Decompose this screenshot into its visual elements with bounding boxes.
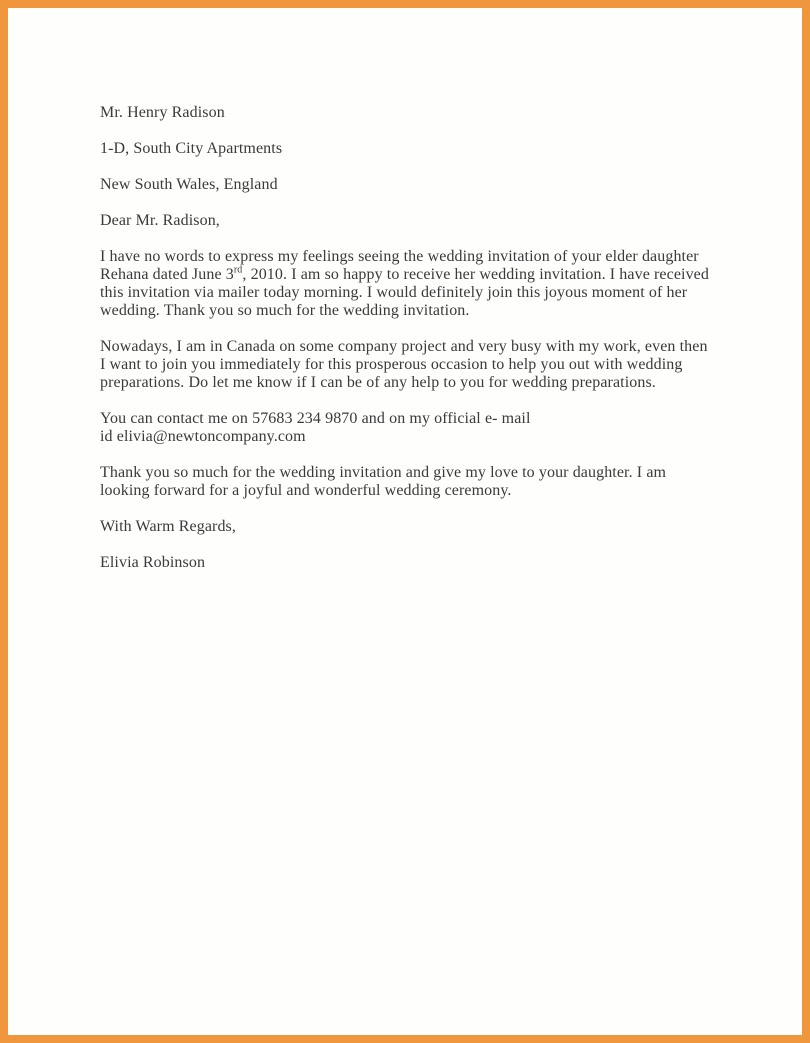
paragraph-thanks: Thank you so much for the wedding invitation and give my love to your daughter. I am looking forward for a joyful and wonderful wedding ceremony. bbox=[100, 464, 667, 499]
paragraph-availability: Nowadays, I am in Canada on some company project and very busy with my work, even then I want to join you immediately for this prosperous occasion to help you out with wedding preparations. Do let me know if I can be of any help to you for wedding preparations. bbox=[100, 338, 708, 391]
salutation: Dear Mr. Radison, bbox=[100, 212, 220, 229]
recipient-name: Mr. Henry Radison bbox=[100, 104, 225, 121]
paragraph1-text-before-ordinal: I have no words to express my feelings seeing the wedding invitation of your elder daughter Rehana dated June 3 bbox=[100, 248, 699, 283]
letter-body bbox=[8, 8, 802, 572]
recipient-address-line-2: New South Wales, England bbox=[100, 176, 278, 193]
paragraph-invitation-received bbox=[100, 248, 712, 320]
contact-phone-line: You can contact me on 57683 234 9870 and on my official e- mail bbox=[100, 410, 531, 427]
paragraph1-text-after-ordinal: , 2010. I am so happy to receive her wedding invitation. I have received this invitation via mailer today morning. I would definitely join this joyous moment of her wedding. Thank you so much for the wedding invitation. bbox=[100, 266, 709, 319]
recipient-address-line-1: 1-D, South City Apartments bbox=[100, 140, 283, 157]
contact-info bbox=[100, 410, 712, 446]
contact-email-line: id elivia@newtoncompany.com bbox=[100, 428, 306, 445]
ordinal-superscript: rd bbox=[233, 264, 243, 276]
closing-regards: With Warm Regards, bbox=[100, 518, 236, 535]
signature-name: Elivia Robinson bbox=[100, 554, 206, 571]
